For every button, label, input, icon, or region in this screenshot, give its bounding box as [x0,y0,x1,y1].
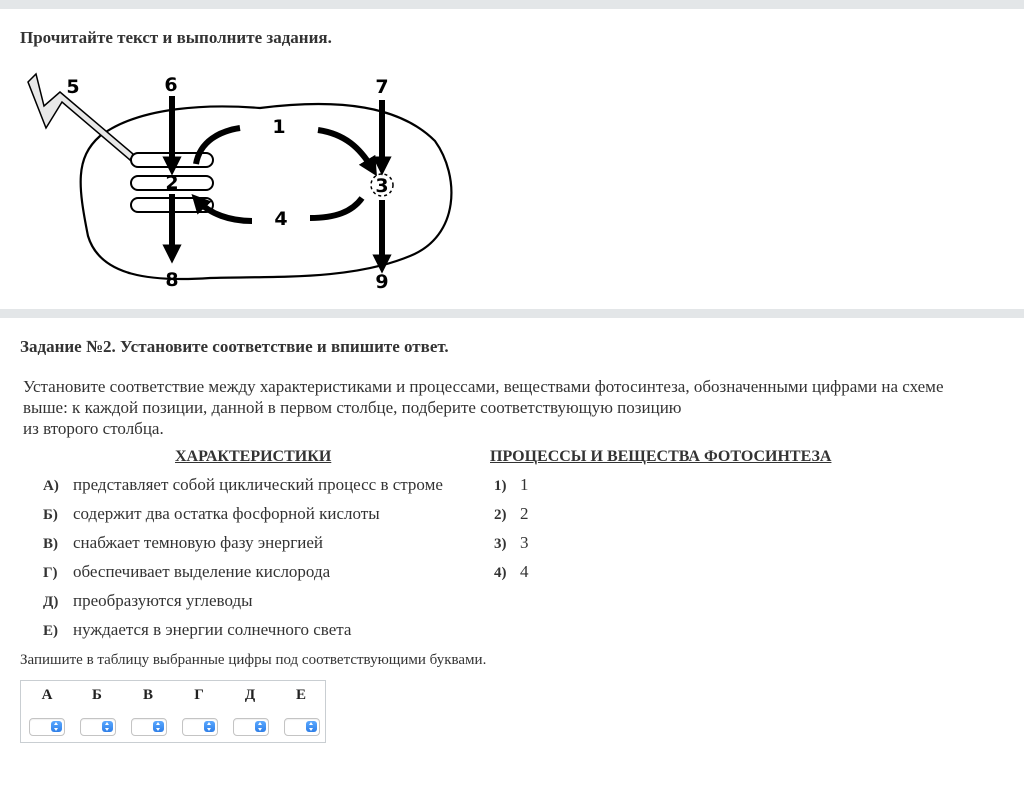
label-2: 2 [165,172,179,194]
option-number: 3) [494,536,507,552]
option-text: 1 [520,475,529,494]
option-text: 3 [520,533,529,552]
option-3 [494,532,529,554]
select-stepper-icon [255,721,266,732]
answer-select-b[interactable] [80,718,116,736]
option-1 [494,474,529,496]
characteristic-letter: Д) [43,594,59,610]
label-7: 7 [375,76,389,98]
characteristic-letter: Б) [43,507,58,523]
label-1: 1 [272,116,286,138]
option-number: 1) [494,478,507,494]
select-stepper-icon [102,721,113,732]
top-band [0,0,1024,9]
label-9: 9 [375,271,389,293]
chloroplast-diagram [20,66,460,296]
task-intro [23,376,1013,439]
characteristic-b [43,503,380,525]
answer-col-d: Д [244,687,256,703]
label-8: 8 [165,269,179,291]
intro-line-3: из второго столбца. [23,419,164,438]
characteristic-letter: В) [43,536,58,552]
answer-instruction: Запишите в таблицу выбранные цифры под соответствующими буквами. [20,652,487,668]
intro-line-1: Установите соответствие между характеристиками и процессами, веществами фотосинтеза, обозначенными цифрами на схеме [23,377,944,396]
label-6: 6 [164,74,178,96]
characteristic-a [43,474,443,496]
characteristic-letter: Е) [43,623,58,639]
answer-col-b: Б [92,687,102,703]
answer-select-g[interactable] [182,718,218,736]
characteristic-e [43,619,351,641]
characteristic-text: содержит два остатка фосфорной кислоты [73,504,380,523]
task-title: Задание №2. Установите соответствие и впишите ответ. [20,337,449,356]
label-5: 5 [66,76,80,98]
option-text: 2 [520,504,529,523]
characteristic-letter: А) [43,478,59,494]
characteristic-d [43,590,253,612]
select-stepper-icon [306,721,317,732]
option-2 [494,503,529,525]
characteristic-text: нуждается в энергии солнечного света [73,620,352,639]
option-4 [494,561,529,583]
characteristic-text: снабжает темновую фазу энергией [73,533,323,552]
select-stepper-icon [51,721,62,732]
select-stepper-icon [204,721,215,732]
answer-col-e: Е [295,687,306,703]
section-divider [0,309,1024,318]
characteristic-text: обеспечивает выделение кислорода [73,562,331,581]
label-4: 4 [274,208,288,230]
characteristic-g [43,561,330,583]
answer-col-v: В [142,687,153,703]
answer-select-v[interactable] [131,718,167,736]
answer-select-d[interactable] [233,718,269,736]
characteristic-letter: Г) [43,565,58,581]
label-3: 3 [375,175,389,197]
processes-header: ПРОЦЕССЫ И ВЕЩЕСТВА ФОТОСИНТЕЗА [490,448,832,465]
characteristics-header: ХАРАКТЕРИСТИКИ [175,448,332,465]
answer-select-a[interactable] [29,718,65,736]
chloroplast-outline [81,104,452,279]
characteristic-text: преобразуются углеводы [73,591,253,610]
light-bolt [28,74,133,160]
option-number: 2) [494,507,507,523]
page-title: Прочитайте текст и выполните задания. [20,28,332,47]
answer-select-e[interactable] [284,718,320,736]
intro-line-2: выше: к каждой позиции, данной в первом столбце, подберите соответствующую позицию [23,398,682,417]
characteristic-text: представляет собой циклический процесс в строме [73,475,443,494]
answer-col-g: Г [194,687,204,703]
option-text: 4 [520,562,529,581]
answer-table [20,680,326,743]
select-stepper-icon [153,721,164,732]
answer-col-a: А [41,687,53,703]
characteristic-v [43,532,323,554]
option-number: 4) [494,565,507,581]
